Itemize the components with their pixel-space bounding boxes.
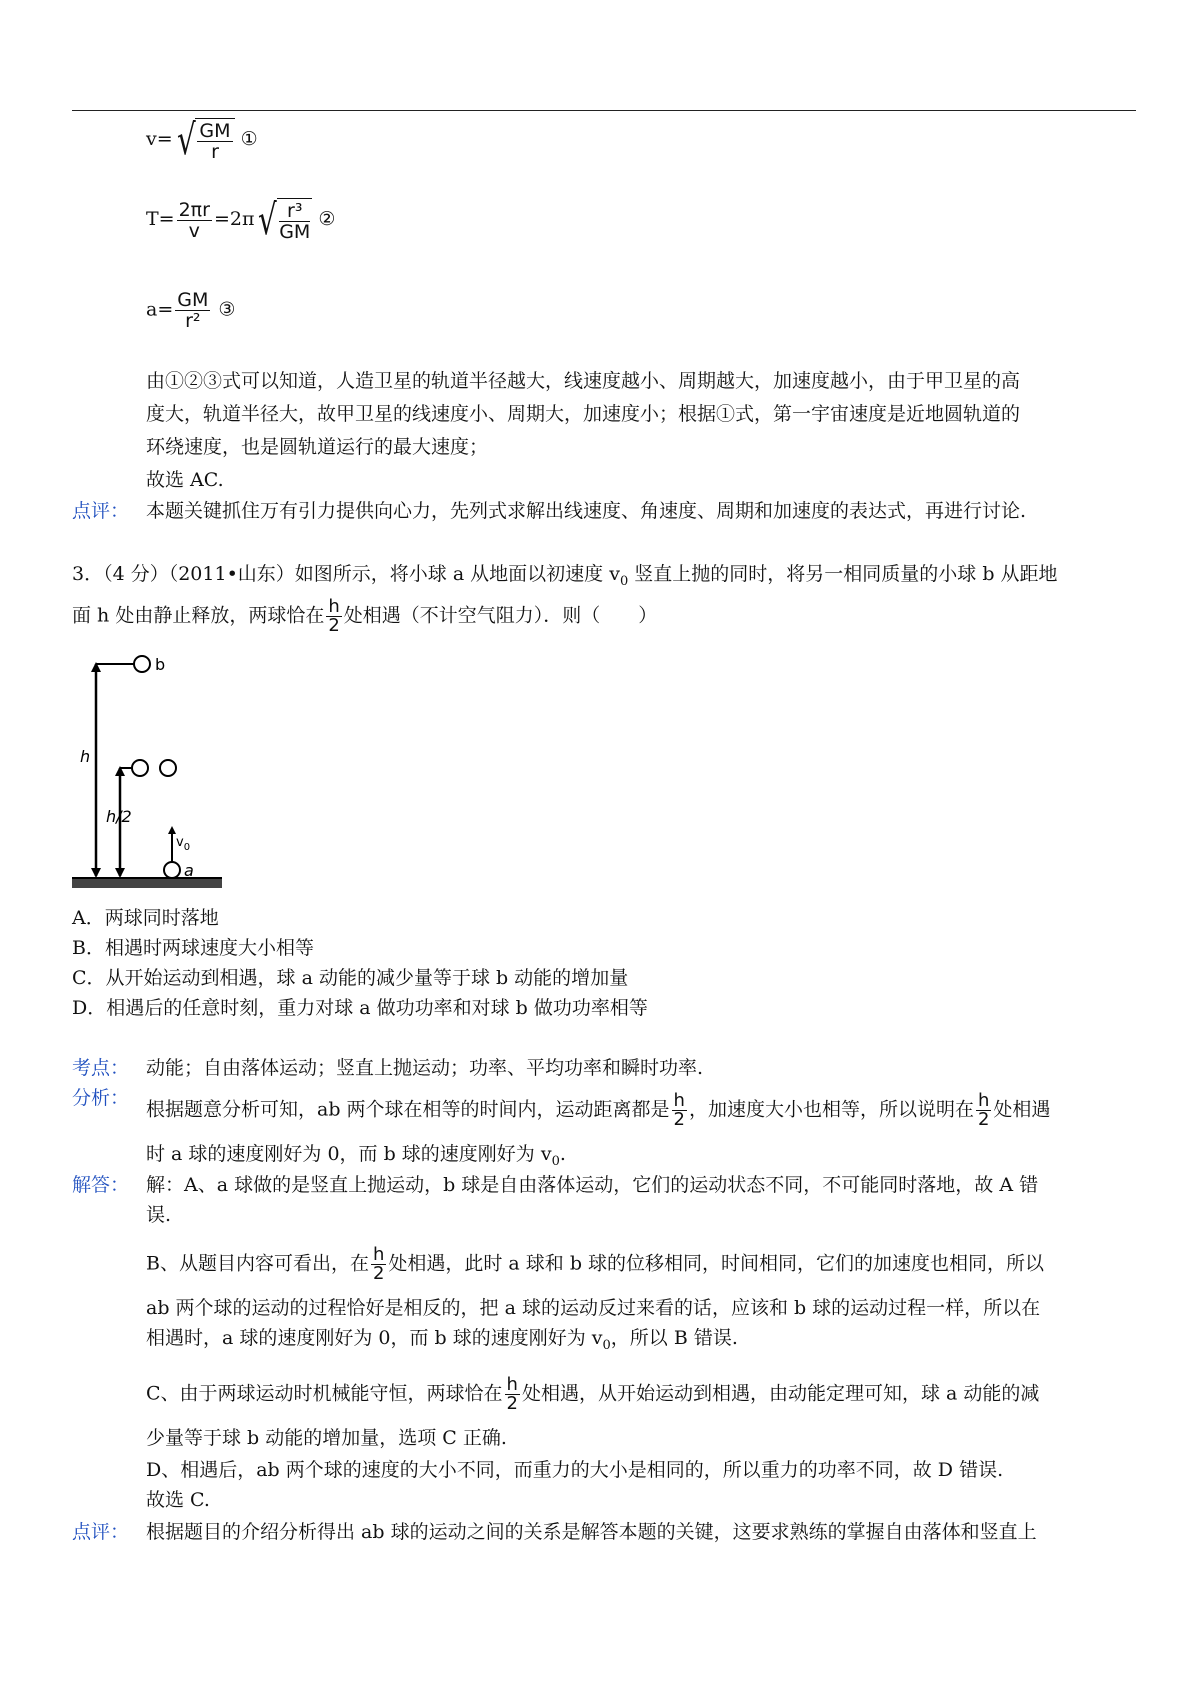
jieda-a-line-1: 解：A、a 球做的是竖直上抛运动，b 球是自由落体运动，它们的运动状态不同，不可能同时落地，故 A 错: [146, 1174, 1039, 1196]
question-3-head-tail: 竖直上抛的同时，将另一相同质量的小球 b 从距地: [628, 563, 1058, 585]
jieda-d-line-1: D、相遇后，ab 两个球的速度的大小不同，而重力的大小是相同的，所以重力的功率不同，故 D 错误.: [146, 1459, 1004, 1481]
question-3-frac-den: 2: [328, 615, 340, 636]
fenxi-frac-1-den: 2: [673, 1109, 685, 1130]
fenxi-line-1-end: 处相遇: [993, 1098, 1051, 1121]
equation-acceleration: [146, 290, 235, 331]
eq3-lhs: a=: [146, 298, 174, 321]
jieda-b-line-3-sub: 0: [602, 1337, 611, 1353]
kaodian-text: 动能；自由落体运动；竖直上抛运动；功率、平均功率和瞬时功率.: [146, 1057, 704, 1079]
eq1-sqrt: √ $\frac{GM}{r}$: [173, 118, 235, 162]
eq2-middle: =2π: [213, 208, 255, 230]
eq3-tag: ③: [218, 298, 236, 321]
fenxi-line-1-mid: ，加速度大小也相等，所以说明在: [688, 1098, 974, 1121]
option-d[interactable]: D．相遇后的任意时刻，重力对球 a 做功功率和对球 b 做功功率相等: [72, 997, 648, 1019]
eq3-denominator: r²: [185, 310, 201, 332]
eq2-lhs: T=: [146, 208, 175, 230]
jieda-c-line-1: [146, 1376, 1039, 1413]
fenxi-frac-2-den: 2: [977, 1109, 990, 1130]
jieda-b-line-2: ab 两个球的运动的过程恰好是相反的，把 a 球的运动反过来看的话，应该和 b 球的运动过程一样，所以在: [146, 1297, 1041, 1319]
solution-2-conclusion: 故选 AC.: [146, 469, 224, 491]
eq1-denominator: r: [211, 141, 219, 163]
jieda-c-line-2: 少量等于球 b 动能的增加量，选项 C 正确.: [146, 1427, 507, 1449]
jieda-label: 解答：: [72, 1174, 130, 1196]
jieda-b-start: B、从题目内容可看出，在: [146, 1252, 369, 1275]
fenxi-line-2-sub: 0: [551, 1153, 560, 1169]
eq1-tag: ①: [240, 128, 258, 150]
jieda-b-end: 处相遇，此时 a 球和 b 球的位移相同，时间相同，它们的加速度也相同，所以: [388, 1252, 1045, 1275]
eq2-tag: ②: [318, 208, 336, 230]
solution-2-line-3: 环绕速度，也是圆轨道运行的最大速度；: [146, 436, 489, 458]
label-v0: $v_0$: [176, 835, 191, 853]
jieda-b-line-1: [146, 1246, 1044, 1283]
label-b: b: [155, 655, 166, 674]
jieda-b-line-3-text: 相遇时，a 球的速度刚好为 0，而 b 球的速度刚好为 v: [146, 1327, 603, 1349]
comment-3-label: 点评：: [72, 1521, 130, 1543]
option-b[interactable]: B．相遇时两球速度大小相等: [72, 937, 314, 959]
jieda-c-start: C、由于两球运动时机械能守恒，两球恰在: [146, 1382, 503, 1405]
fenxi-line-1: [146, 1092, 1050, 1129]
question-3-line-2: [72, 598, 657, 635]
jieda-b-frac-num: h: [372, 1244, 385, 1265]
option-a[interactable]: A．两球同时落地: [72, 907, 219, 929]
comment-3-text: 根据题目的介绍分析得出 ab 球的运动之间的关系是解答本题的关键，这要求熟练的掌握自由落体和竖直上: [146, 1521, 1037, 1543]
comment-2-text: 本题关键抓住万有引力提供向心力，先列式求解出线速度、角速度、周期和加速度的表达式，再进行讨论.: [146, 500, 1027, 522]
jieda-conclusion: 故选 C.: [146, 1489, 210, 1511]
eq1-numerator: GM: [199, 120, 231, 142]
jieda-c-end: 处相遇，从开始运动到相遇，由动能定理可知，球 a 动能的减: [521, 1382, 1040, 1405]
comment-2-label: 点评：: [72, 500, 130, 522]
header-rule: [72, 110, 1136, 111]
fenxi-frac-2-num: h: [977, 1090, 990, 1111]
label-h-half: h/2: [106, 807, 132, 826]
fenxi-frac-1-num: h: [673, 1090, 685, 1111]
eq1-lhs: v=: [146, 128, 173, 150]
question-3-line-1: [72, 558, 1058, 598]
equation-velocity: [146, 115, 258, 164]
ground-hatch: [72, 878, 222, 888]
fenxi-line-1-start: 根据题意分析可知，ab 两个球在相等的时间内，运动距离都是: [146, 1098, 670, 1121]
jieda-c-frac-den: 2: [506, 1393, 518, 1414]
eq2-sqrt-denominator: GM: [279, 221, 311, 243]
fenxi-line-2-text: 时 a 球的速度刚好为 0，而 b 球的速度刚好为 v: [146, 1143, 552, 1165]
label-a: a: [184, 861, 194, 880]
eq2-sqrt-numerator: r³: [279, 201, 310, 222]
solution-2-line-2: 度大，轨道半径大，故甲卫星的线速度小、周期大，加速度小；根据①式，第一宇宙速度是近地圆轨道的: [146, 403, 1021, 425]
jieda-b-line-3: [146, 1322, 738, 1362]
option-c[interactable]: C．从开始运动到相遇，球 a 动能的减少量等于球 b 动能的增加量: [72, 967, 629, 989]
label-h: h: [80, 747, 91, 766]
eq3-numerator: GM: [177, 289, 209, 311]
question-3-line-2-start: 面 h 处由静止释放，两球恰在: [72, 604, 325, 627]
eq2-frac-denominator: v: [188, 219, 200, 242]
motion-diagram: [72, 650, 222, 890]
eq2-frac-numerator: 2πr: [178, 198, 210, 221]
fenxi-label: 分析：: [72, 1087, 130, 1109]
jieda-c-frac-num: h: [506, 1374, 518, 1395]
question-3-subscript: 0: [619, 573, 629, 589]
question-3-head: 3．（4 分）（2011•山东）如图所示，将小球 a 从地面以初速度 v: [72, 563, 620, 585]
jieda-a-line-2: 误.: [146, 1204, 172, 1226]
kaodian-label: 考点：: [72, 1057, 130, 1079]
question-3-line-2-end: 处相遇（不计空气阻力）．则（ ）: [343, 604, 658, 627]
solution-2-line-1: 由①②③式可以知道，人造卫星的轨道半径越大，线速度越小、周期越大，加速度越小，由于甲卫星的高: [146, 370, 1021, 392]
fenxi-line-2-end: .: [559, 1143, 566, 1165]
equation-period: T= $\frac{2\pi r}{v}$ =2π√ $\frac{\text{r³}}{GM}$ ②: [146, 195, 336, 244]
jieda-b-frac-den: 2: [372, 1263, 385, 1284]
jieda-b-line-3-end: ，所以 B 错误.: [610, 1327, 738, 1349]
question-3-frac-num: h: [328, 596, 340, 617]
